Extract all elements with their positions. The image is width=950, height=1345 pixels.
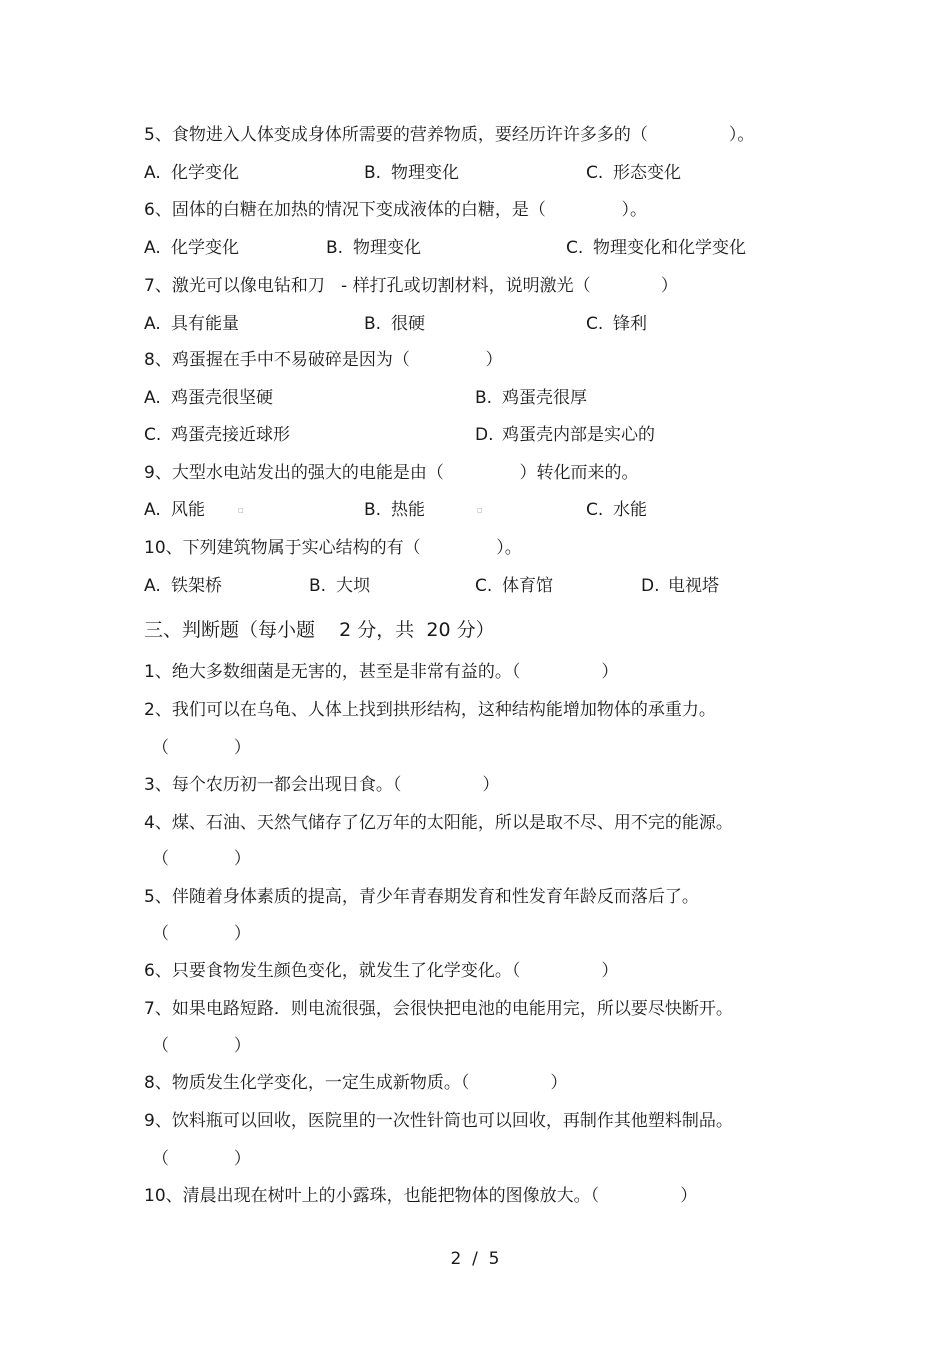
- option-5b: B. 物理变化: [364, 163, 459, 183]
- option-10a: A. 铁架桥: [144, 576, 222, 596]
- option-5c: C. 形态变化: [586, 163, 681, 183]
- judgment-8: 8、物质发生化学变化，一定生成新物质。（ ）: [144, 1073, 568, 1093]
- question-10-stem: 10、下列建筑物属于实心结构的有（ ）。: [144, 538, 522, 558]
- option-10b: B. 大坝: [309, 576, 370, 596]
- judgment-10: 10、清晨出现在树叶上的小露珠，也能把物体的图像放大。（ ）: [144, 1186, 698, 1206]
- question-8-stem: 8、鸡蛋握在手中不易破碎是因为（ ）: [144, 350, 503, 370]
- option-7b: B. 很硬: [364, 314, 425, 334]
- question-7-stem: 7、激光可以像电钻和刀 - 样打孔或切割材料，说明激光（ ）: [144, 276, 678, 296]
- option-8c: C. 鸡蛋壳接近球形: [144, 425, 290, 445]
- question-5-stem: 5、食物进入人体变成身体所需要的营养物质，要经历许许多多的（ ）。: [144, 125, 755, 145]
- option-8a: A. 鸡蛋壳很坚硬: [144, 388, 273, 408]
- judgment-1: 1、绝大多数细菌是无害的，甚至是非常有益的。（ ）: [144, 662, 619, 682]
- judgment-5: 5、伴随着身体素质的提高，青少年青春期发育和性发育年龄反而落后了。: [144, 887, 699, 907]
- option-10c: C. 体育馆: [475, 576, 553, 596]
- judgment-3: 3、每个农历初一都会出现日食。（ ）: [144, 775, 500, 795]
- option-10d: D. 电视塔: [641, 576, 719, 596]
- judgment-4: 4、煤、石油、天然气储存了亿万年的太阳能，所以是取不尽、用不完的能源。: [144, 813, 733, 833]
- judgment-2: 2、我们可以在乌龟、人体上找到拱形结构，这种结构能增加物体的承重力。: [144, 700, 716, 720]
- question-6-stem: 6、固体的白糖在加热的情况下变成液体的白糖，是（ ）。: [144, 200, 647, 220]
- option-6a: A. 化学变化: [144, 238, 239, 258]
- option-8b: B. 鸡蛋壳很厚: [475, 388, 587, 408]
- judgment-9: 9、饮料瓶可以回收，医院里的一次性针筒也可以回收，再制作其他塑料制品。: [144, 1111, 733, 1131]
- option-8d: D. 鸡蛋壳内部是实心的: [475, 425, 655, 445]
- judgment-7-answer-blank: （ ）: [152, 1036, 251, 1056]
- option-9c: C. 水能: [586, 500, 647, 520]
- judgment-5-answer-blank: （ ）: [152, 924, 251, 944]
- option-9b: B. 热能: [364, 500, 425, 520]
- judgment-4-answer-blank: （ ）: [152, 849, 251, 869]
- option-6c: C. 物理变化和化学变化: [566, 238, 746, 258]
- option-5a: A. 化学变化: [144, 163, 239, 183]
- judgment-7: 7、如果电路短路．则电流很强，会很快把电池的电能用完，所以要尽快断开。: [144, 999, 733, 1019]
- scan-artifact-mark: □: [477, 507, 483, 514]
- option-7a: A. 具有能量: [144, 314, 239, 334]
- judgment-9-answer-blank: （ ）: [152, 1149, 251, 1169]
- option-9a: A. 风能: [144, 500, 205, 520]
- page-number: 2 / 5: [450, 1249, 500, 1269]
- section-title-judgment: 三、判断题（每小题 2 分，共 20 分）: [144, 619, 495, 641]
- judgment-2-answer-blank: （ ）: [152, 738, 251, 758]
- question-9-stem: 9、大型水电站发出的强大的电能是由（ ）转化而来的。: [144, 463, 639, 483]
- option-6b: B. 物理变化: [326, 238, 421, 258]
- scan-artifact-mark: □: [238, 507, 244, 514]
- judgment-6: 6、只要食物发生颜色变化，就发生了化学变化。（ ）: [144, 961, 619, 981]
- option-7c: C. 锋利: [586, 314, 647, 334]
